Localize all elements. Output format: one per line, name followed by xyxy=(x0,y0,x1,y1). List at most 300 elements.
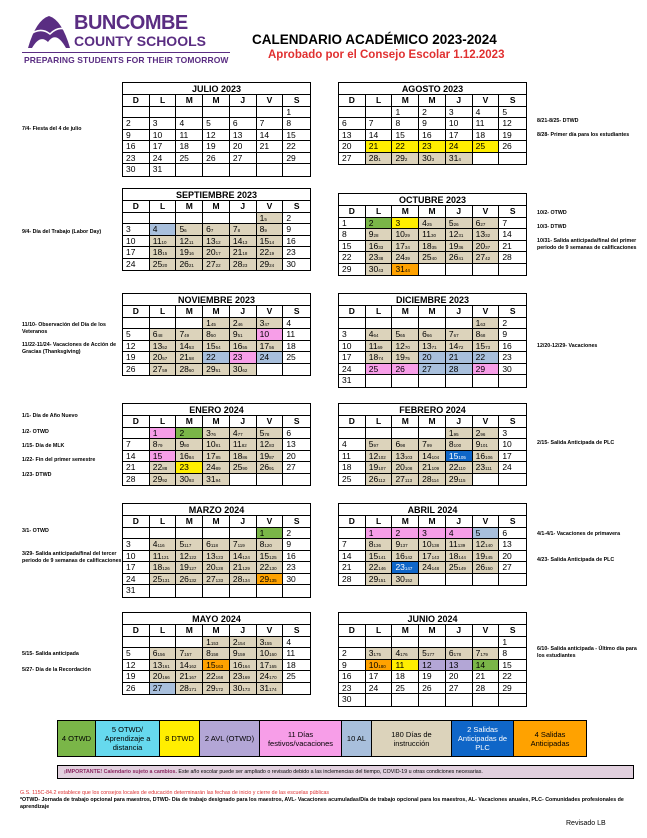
day-number: 12 xyxy=(206,129,216,140)
weekday-header: D xyxy=(339,416,366,428)
weekday-header: S xyxy=(499,95,526,107)
day-cell xyxy=(392,551,419,563)
instruction-day-count: 118 xyxy=(210,543,219,548)
day-number: 17 xyxy=(259,340,270,351)
day-cell xyxy=(473,671,500,683)
weekday-header: M xyxy=(176,516,203,528)
day-cell xyxy=(257,341,284,353)
day-cell xyxy=(257,451,284,463)
day-number: 8 xyxy=(502,648,508,658)
day-number: 25 xyxy=(152,573,163,584)
day-number: 16 xyxy=(368,240,379,251)
day-cell xyxy=(446,341,473,353)
instruction-day-count: 102 xyxy=(378,454,386,460)
instruction-day-count: 121 xyxy=(161,554,170,560)
instruction-day-count: 56 xyxy=(269,344,275,350)
day-cell xyxy=(123,562,150,574)
instruction-day-count: 104 xyxy=(431,454,440,460)
day-number: 4 xyxy=(422,217,427,228)
day-number: 15 xyxy=(206,340,216,351)
day-cell xyxy=(257,164,284,176)
day-number: 29 xyxy=(502,682,512,693)
day-cell xyxy=(123,660,150,672)
day-cell xyxy=(123,439,150,451)
day-number: 24 xyxy=(259,671,270,681)
day-cell xyxy=(150,341,177,353)
day-cell xyxy=(230,528,257,540)
day-cell xyxy=(392,118,419,130)
instruction-day-count: 123 xyxy=(215,554,224,560)
weekday-header: V xyxy=(473,625,500,637)
month-title: MAYO 2024 xyxy=(123,613,310,625)
instruction-day-count: 147 xyxy=(404,566,413,571)
instruction-day-count: 117 xyxy=(184,543,192,548)
day-cell xyxy=(339,671,366,683)
day-cell xyxy=(283,574,310,586)
instruction-day-count: 91 xyxy=(269,466,275,471)
day-cell xyxy=(339,141,366,153)
day-number: 17 xyxy=(368,671,379,681)
day-cell xyxy=(473,439,500,451)
day-cell xyxy=(419,341,446,353)
day-cell xyxy=(230,164,257,176)
day-cell xyxy=(446,551,473,563)
month-calendar xyxy=(338,503,527,586)
day-cell xyxy=(392,141,419,153)
day-cell xyxy=(499,551,526,563)
day-number: 21 xyxy=(126,462,136,472)
day-cell xyxy=(176,247,203,259)
weekday-header: M xyxy=(203,516,230,528)
day-number: 19 xyxy=(448,240,459,251)
day-cell xyxy=(283,213,310,225)
instruction-day-count: 92 xyxy=(162,477,168,483)
day-number: 27 xyxy=(152,682,163,693)
day-number: 9 xyxy=(342,659,347,670)
day-cell xyxy=(419,428,446,440)
day-cell xyxy=(203,637,230,649)
day-cell xyxy=(366,141,393,153)
calendar-note: 9/4- Día del Trabajo (Labor Day) xyxy=(22,229,102,235)
instruction-day-count: 110 xyxy=(458,466,466,471)
instruction-day-count: 3 xyxy=(431,156,435,162)
day-number: 5 xyxy=(259,427,265,438)
day-number: 9 xyxy=(286,539,292,549)
day-cell xyxy=(499,264,526,276)
instruction-day-count: 157 xyxy=(184,652,192,657)
day-number: 14 xyxy=(502,229,512,239)
day-number: 2 xyxy=(475,427,481,438)
weekday-header: S xyxy=(499,416,526,428)
day-number: 14 xyxy=(126,450,136,461)
day-number: 7 xyxy=(475,648,481,658)
day-number: 13 xyxy=(475,229,486,239)
instruction-day-count: 19 xyxy=(269,251,275,256)
day-number: 12 xyxy=(395,340,405,351)
day-cell xyxy=(419,264,446,276)
day-number: 17 xyxy=(206,450,216,461)
day-number: 15 xyxy=(475,340,486,351)
instruction-day-count: 93 xyxy=(188,477,194,483)
instruction-day-count: 30 xyxy=(430,233,436,238)
day-number: 6 xyxy=(395,439,401,449)
day-cell xyxy=(230,224,257,236)
day-number: 9 xyxy=(232,648,238,658)
day-number: 25 xyxy=(368,363,379,374)
day-number: 28 xyxy=(502,252,512,262)
weekday-header: L xyxy=(366,516,393,528)
day-cell xyxy=(123,428,150,440)
day-number: 15 xyxy=(502,659,512,670)
instruction-day-count: 69 xyxy=(377,344,383,350)
weekday-header: M xyxy=(419,516,446,528)
day-number: 7 xyxy=(179,648,185,658)
day-cell xyxy=(366,528,393,540)
weekday-header: M xyxy=(392,416,419,428)
instruction-day-count: 20 xyxy=(162,262,168,268)
weekday-header: J xyxy=(446,625,473,637)
weekday-header: D xyxy=(339,95,366,107)
day-number: 17 xyxy=(152,141,163,151)
day-number: 22 xyxy=(152,462,163,472)
day-number: 23 xyxy=(502,352,512,362)
instruction-day-count: 153 xyxy=(210,640,219,646)
day-number: 19 xyxy=(179,562,189,572)
day-cell xyxy=(499,329,526,341)
weekday-header: L xyxy=(150,625,177,637)
day-cell xyxy=(176,329,203,341)
day-number: 26 xyxy=(448,252,459,262)
day-cell xyxy=(283,428,310,440)
day-number: 4 xyxy=(448,527,454,538)
day-cell xyxy=(150,439,177,451)
instruction-day-count: 4 xyxy=(458,156,461,162)
instruction-day-count: 146 xyxy=(378,566,386,571)
day-number: 14 xyxy=(368,129,379,140)
day-cell xyxy=(419,539,446,551)
day-cell xyxy=(499,341,526,353)
day-number: 22 xyxy=(206,352,216,362)
day-number: 29 xyxy=(286,152,296,163)
day-cell xyxy=(230,318,257,330)
day-cell xyxy=(499,474,526,486)
day-cell xyxy=(392,574,419,586)
day-cell xyxy=(150,224,177,236)
day-number: 5 xyxy=(368,439,374,449)
day-number: 11 xyxy=(475,118,485,128)
day-cell xyxy=(230,451,257,463)
day-cell xyxy=(419,671,446,683)
day-cell xyxy=(176,439,203,451)
day-cell xyxy=(283,671,310,683)
day-cell xyxy=(203,439,230,451)
day-cell xyxy=(446,364,473,376)
day-cell xyxy=(419,474,446,486)
day-number: 3 xyxy=(422,527,427,538)
day-number: 9 xyxy=(286,224,292,234)
day-cell xyxy=(392,264,419,276)
day-cell xyxy=(366,539,393,551)
weekday-header: V xyxy=(257,95,284,107)
day-number: 4 xyxy=(368,329,374,339)
day-number: 9 xyxy=(232,329,238,339)
day-cell xyxy=(203,428,230,440)
day-number: 17 xyxy=(342,352,352,362)
day-number: 15 xyxy=(448,450,459,461)
instruction-day-count: 14 xyxy=(269,239,275,245)
day-cell xyxy=(339,694,366,706)
weekday-header: J xyxy=(230,201,257,213)
day-cell xyxy=(499,141,526,153)
day-number: 19 xyxy=(422,671,432,681)
day-cell xyxy=(176,130,203,142)
day-cell xyxy=(339,241,366,253)
instruction-day-count: 99 xyxy=(426,443,432,448)
day-cell xyxy=(419,375,446,387)
weekday-header: L xyxy=(150,516,177,528)
instruction-day-count: 166 xyxy=(162,675,170,680)
calendar-note: 3/1- OTWD xyxy=(22,528,49,534)
day-cell xyxy=(257,352,284,364)
day-cell xyxy=(176,352,203,364)
day-cell xyxy=(176,474,203,486)
instruction-day-count: 54 xyxy=(215,344,221,350)
weekday-header: D xyxy=(123,416,150,428)
day-cell xyxy=(392,341,419,353)
day-cell xyxy=(446,574,473,586)
day-number: 23 xyxy=(475,462,486,472)
day-cell xyxy=(392,462,419,474)
day-number: 3 xyxy=(395,217,401,228)
day-number: 4 xyxy=(152,224,158,234)
day-number: 15 xyxy=(368,550,379,561)
day-cell xyxy=(473,241,500,253)
instruction-day-count: 72 xyxy=(458,344,464,350)
day-cell xyxy=(176,539,203,551)
day-number: 5 xyxy=(448,217,454,228)
weekday-header: M xyxy=(419,416,446,428)
day-cell xyxy=(446,352,473,364)
instruction-day-count: 108 xyxy=(404,466,413,471)
day-number: 18 xyxy=(342,462,352,472)
instruction-day-count: 78 xyxy=(264,431,270,437)
weekday-header: D xyxy=(123,625,150,637)
day-number: 11 xyxy=(448,539,458,549)
day-number: 1 xyxy=(152,427,158,438)
day-cell xyxy=(176,213,203,225)
legend-item: 11 Días festivos/vacaciones xyxy=(260,721,342,756)
month-calendar xyxy=(122,403,311,486)
day-cell xyxy=(446,694,473,706)
mountain-logo-icon xyxy=(26,12,72,50)
day-cell xyxy=(366,428,393,440)
instruction-day-count: 25 xyxy=(426,221,432,227)
day-cell xyxy=(203,341,230,353)
instruction-day-count: 12 xyxy=(215,239,221,245)
day-cell xyxy=(123,474,150,486)
day-cell xyxy=(419,329,446,341)
day-cell xyxy=(339,637,366,649)
day-cell xyxy=(257,259,284,271)
day-number: 13 xyxy=(342,129,352,140)
day-number: 19 xyxy=(368,462,379,472)
day-number: 8 xyxy=(368,539,374,549)
day-cell xyxy=(230,259,257,271)
day-cell xyxy=(392,539,419,551)
day-number: 27 xyxy=(152,363,163,374)
day-number: 24 xyxy=(126,258,136,269)
day-cell xyxy=(230,562,257,574)
day-cell xyxy=(230,474,257,486)
weekday-header: D xyxy=(339,306,366,318)
day-number: 2 xyxy=(286,212,292,223)
weekday-header: M xyxy=(392,516,419,528)
day-number: 17 xyxy=(126,247,136,257)
instruction-day-count: 29 xyxy=(404,233,410,238)
day-cell xyxy=(150,585,177,597)
instruction-day-count: 145 xyxy=(485,554,493,560)
weekday-header: D xyxy=(123,306,150,318)
day-number: 27 xyxy=(502,562,512,572)
day-number: 7 xyxy=(179,329,185,339)
day-cell xyxy=(257,318,284,330)
day-number: 30 xyxy=(422,152,432,163)
instruction-day-count: 13 xyxy=(242,239,248,245)
day-cell xyxy=(123,130,150,142)
day-cell xyxy=(366,107,393,119)
day-number: 18 xyxy=(286,340,296,351)
day-cell xyxy=(419,364,446,376)
instruction-day-count: 122 xyxy=(188,554,197,560)
day-cell xyxy=(176,574,203,586)
day-cell xyxy=(419,352,446,364)
day-number: 30 xyxy=(179,473,189,484)
day-number: 20 xyxy=(342,141,352,151)
day-number: 20 xyxy=(232,141,243,151)
day-cell xyxy=(473,683,500,695)
instruction-day-count: 68 xyxy=(480,333,486,338)
day-number: 13 xyxy=(422,340,432,351)
day-cell xyxy=(203,474,230,486)
calendar-note: 1/22- Fin del primer semestre xyxy=(22,457,96,463)
instruction-day-count: 126 xyxy=(162,566,170,571)
day-cell xyxy=(283,141,310,153)
day-cell xyxy=(392,252,419,264)
day-number: 2 xyxy=(286,527,292,538)
day-cell xyxy=(446,229,473,241)
instruction-day-count: 73 xyxy=(485,344,491,350)
day-number: 2 xyxy=(422,106,427,117)
day-cell xyxy=(203,551,230,563)
day-number: 13 xyxy=(448,659,459,670)
day-cell xyxy=(499,462,526,474)
day-cell xyxy=(339,660,366,672)
day-cell xyxy=(499,130,526,142)
day-cell xyxy=(473,153,500,165)
day-number: 18 xyxy=(152,247,163,257)
instruction-day-count: 9 xyxy=(264,228,267,233)
instruction-day-count: 105 xyxy=(458,454,466,460)
instruction-day-count: 31 xyxy=(458,233,464,238)
day-number: 31 xyxy=(448,152,459,163)
day-cell xyxy=(473,264,500,276)
calendar-note: 10/3- DTWD xyxy=(537,224,567,230)
day-cell xyxy=(446,329,473,341)
day-number: 14 xyxy=(232,235,243,246)
day-cell xyxy=(366,439,393,451)
day-number: 11 xyxy=(342,450,351,461)
day-cell xyxy=(257,141,284,153)
day-number: 28 xyxy=(126,473,136,484)
day-number: 18 xyxy=(422,240,432,251)
day-cell xyxy=(283,153,310,165)
day-cell xyxy=(446,439,473,451)
day-number: 15 xyxy=(259,235,270,246)
instruction-day-count: 76 xyxy=(210,431,216,437)
day-cell xyxy=(203,130,230,142)
day-number: 18 xyxy=(286,659,296,670)
day-cell xyxy=(392,439,419,451)
day-number: 24 xyxy=(206,462,216,472)
weekday-header: S xyxy=(283,306,310,318)
weekday-header: D xyxy=(339,206,366,218)
day-cell xyxy=(339,428,366,440)
day-cell xyxy=(419,229,446,241)
day-cell xyxy=(473,648,500,660)
instruction-day-count: 50 xyxy=(210,333,216,338)
day-cell xyxy=(123,352,150,364)
day-cell xyxy=(257,224,284,236)
weekday-header: L xyxy=(366,206,393,218)
day-number: 5 xyxy=(206,118,211,128)
instruction-day-count: 41 xyxy=(458,256,464,261)
instruction-day-count: 149 xyxy=(458,566,466,571)
day-number: 31 xyxy=(395,263,405,274)
instruction-day-count: 61 xyxy=(215,367,221,373)
day-cell xyxy=(283,551,310,563)
instruction-day-count: 62 xyxy=(242,367,248,373)
day-cell xyxy=(473,574,500,586)
instruction-day-count: 125 xyxy=(269,554,277,560)
day-cell xyxy=(257,107,284,119)
day-cell xyxy=(150,318,177,330)
day-cell xyxy=(419,637,446,649)
day-cell xyxy=(203,462,230,474)
day-number: 13 xyxy=(152,340,163,351)
day-cell xyxy=(230,551,257,563)
day-number: 9 xyxy=(502,329,508,339)
day-cell xyxy=(392,428,419,440)
org-name-line1: BUNCOMBE xyxy=(74,12,188,34)
day-number: 13 xyxy=(395,450,405,461)
day-cell xyxy=(150,671,177,683)
day-cell xyxy=(283,462,310,474)
day-number: 25 xyxy=(232,462,243,472)
day-number: 9 xyxy=(475,439,481,449)
day-number: 12 xyxy=(422,659,432,670)
day-number: 13 xyxy=(286,439,296,449)
day-number: 16 xyxy=(232,340,243,351)
calendar-note: 1/23- DTWD xyxy=(22,472,52,478)
day-cell xyxy=(257,474,284,486)
instruction-day-count: 58 xyxy=(188,356,194,361)
instruction-day-count: 124 xyxy=(242,554,250,560)
day-number: 19 xyxy=(179,247,189,257)
day-number: 4 xyxy=(286,317,292,328)
day-cell xyxy=(473,539,500,551)
instruction-day-count: 33 xyxy=(378,244,384,250)
day-cell xyxy=(257,574,284,586)
